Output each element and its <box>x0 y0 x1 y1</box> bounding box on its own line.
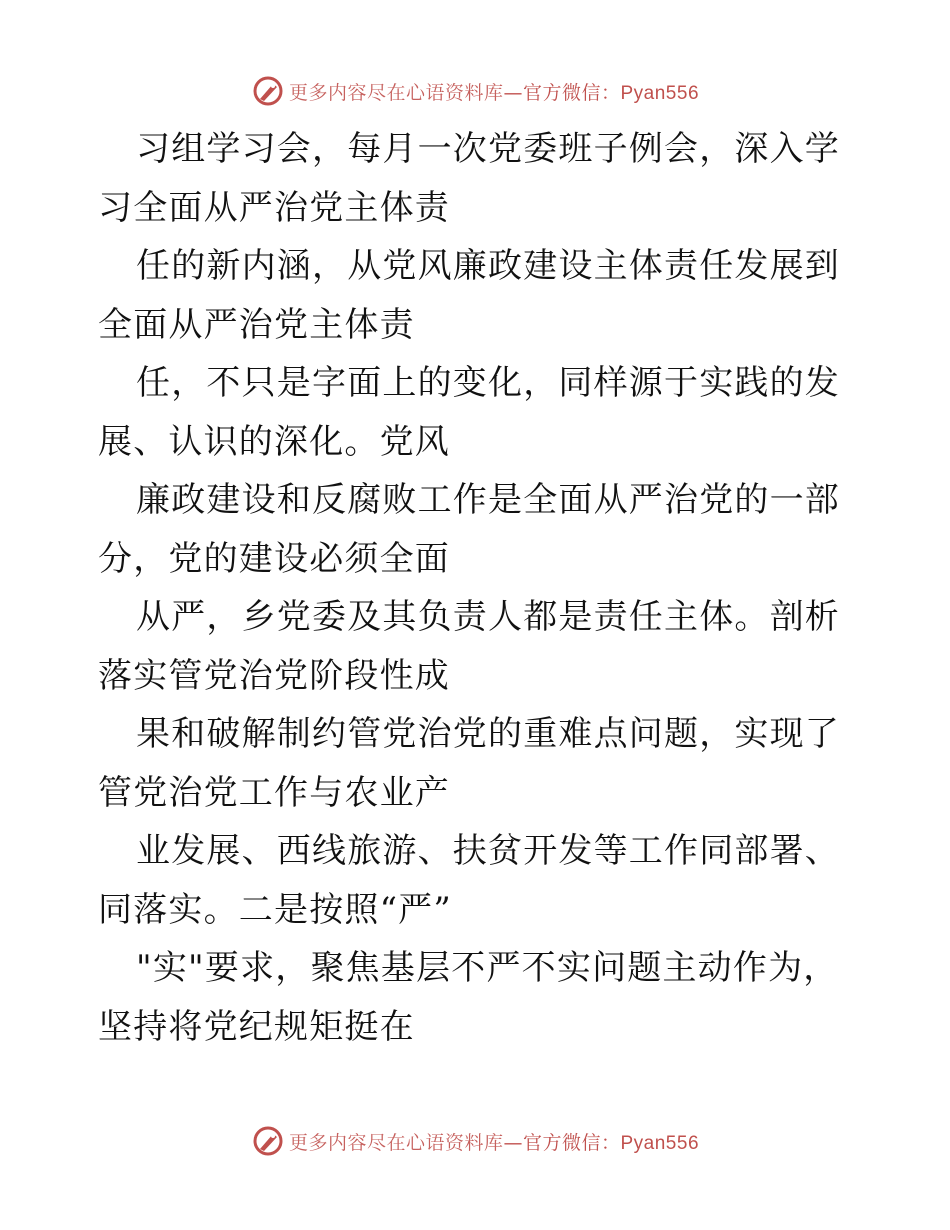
watermark-account: Pyan556 <box>620 1132 700 1154</box>
watermark-main-text: 更多内容尽在心语资料库 <box>288 81 504 104</box>
watermark-text <box>289 1128 699 1155</box>
watermark-account: Pyan556 <box>620 82 700 104</box>
paragraph: "实"要求，聚焦基层不严不实问题主动作为，坚持将党纪规矩挺在 <box>98 948 839 1047</box>
paragraph: 果和破解制约管党治党的重难点问题，实现了管党治党工作与农业产 <box>98 714 840 813</box>
paragraph: 从严，乡党委及其负责人都是责任主体。剖析落实管党治党阶段性成 <box>98 597 840 696</box>
pen-logo-icon <box>251 1124 285 1158</box>
watermark-text <box>289 78 699 105</box>
watermark-main-text: 更多内容尽在心语资料库 <box>288 1131 504 1154</box>
watermark-label: 官方微信： <box>522 81 621 104</box>
header-watermark <box>0 71 950 111</box>
document-body <box>98 120 858 1056</box>
paragraph: 任，不只是字面上的变化，同样源于实践的发展、认识的深化。党风 <box>98 363 840 462</box>
paragraph: 任的新内涵，从党风廉政建设主体责任发展到全面从严治党主体责 <box>98 246 840 345</box>
watermark-dash: — <box>503 81 523 104</box>
footer-watermark <box>0 1121 950 1161</box>
paragraph: 廉政建设和反腐败工作是全面从严治党的一部分，党的建设必须全面 <box>98 480 840 579</box>
paragraph: 业发展、西线旅游、扶贫开发等工作同部署、同落实。二是按照“严” <box>98 831 840 930</box>
watermark-dash: — <box>503 1131 523 1154</box>
watermark-label: 官方微信： <box>522 1131 621 1154</box>
pen-logo-icon <box>251 74 285 108</box>
paragraph: 习组学习会，每月一次党委班子例会，深入学习全面从严治党主体责 <box>98 129 840 228</box>
